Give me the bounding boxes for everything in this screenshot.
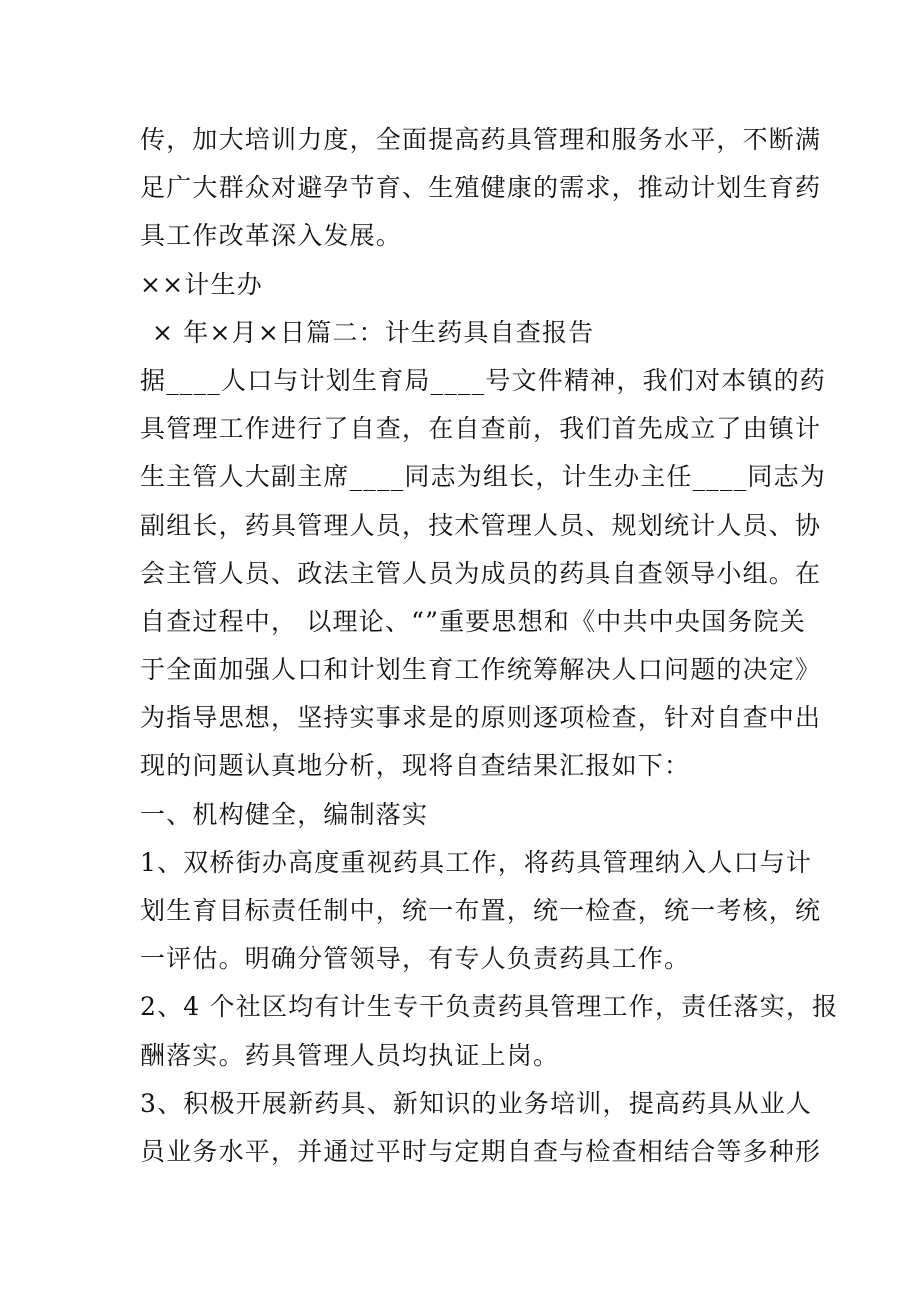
text-line: 生主管人大副主席____同志为组长，计生办主任____同志为	[140, 462, 827, 492]
text-line: 酬落实。药具管理人员均执证上岗。	[140, 1040, 560, 1070]
text-line: 具工作改革深入发展。	[140, 221, 403, 251]
text-line: 于全面加强人口和计划生育工作统筹解决人口问题的决定》	[140, 655, 822, 685]
date-and-section-title: × 年×月×日篇二：计生药具自查报告	[152, 317, 595, 347]
text-line: 传，加大培训力度，全面提高药具管理和服务水平，不断满	[140, 125, 822, 154]
text-line: 据____人口与计划生育局____号文件精神，我们对本镇的药	[140, 365, 827, 395]
section-heading: 一、机构健全，编制落实	[140, 799, 429, 829]
text-line: 现的问题认真地分析，现将自查结果汇报如下：	[140, 751, 691, 781]
text-line: 为指导思想，坚持实事求是的原则逐项检查，针对自查中出	[140, 703, 822, 733]
list-item: 1、双桥街办高度重视药具工作，将药具管理纳入人口与计	[140, 847, 813, 877]
list-item: 2、4 个社区均有计生专干负责药具管理工作，责任落实，报	[140, 992, 839, 1022]
text-line: 自查过程中， 以理论、“”重要思想和《中共中央国务院关	[140, 606, 806, 636]
list-item: 3、积极开展新药具、新知识的业务培训，提高药具从业人	[140, 1088, 813, 1118]
text-line: 足广大群众对避孕节育、生殖健康的需求，推动计划生育药	[140, 173, 822, 203]
text-line: 划生育目标责任制中，统一布置，统一检查，统一考核，统	[140, 896, 822, 925]
text-line: 副组长，药具管理人员，技术管理人员、规划统计人员、协	[140, 510, 822, 540]
document-body	[140, 116, 839, 1176]
text-line: 具管理工作进行了自查，在自查前，我们首先成立了由镇计	[140, 414, 822, 444]
text-line: 会主管人员、政法主管人员为成员的药具自查领导小组。在	[140, 558, 822, 588]
text-line: 员业务水平，并通过平时与定期自查与检查相结合等多种形	[140, 1136, 822, 1166]
text-line: 一评估。明确分管领导，有专人负责药具工作。	[140, 944, 691, 974]
office-signature: ××计生办	[140, 269, 263, 299]
